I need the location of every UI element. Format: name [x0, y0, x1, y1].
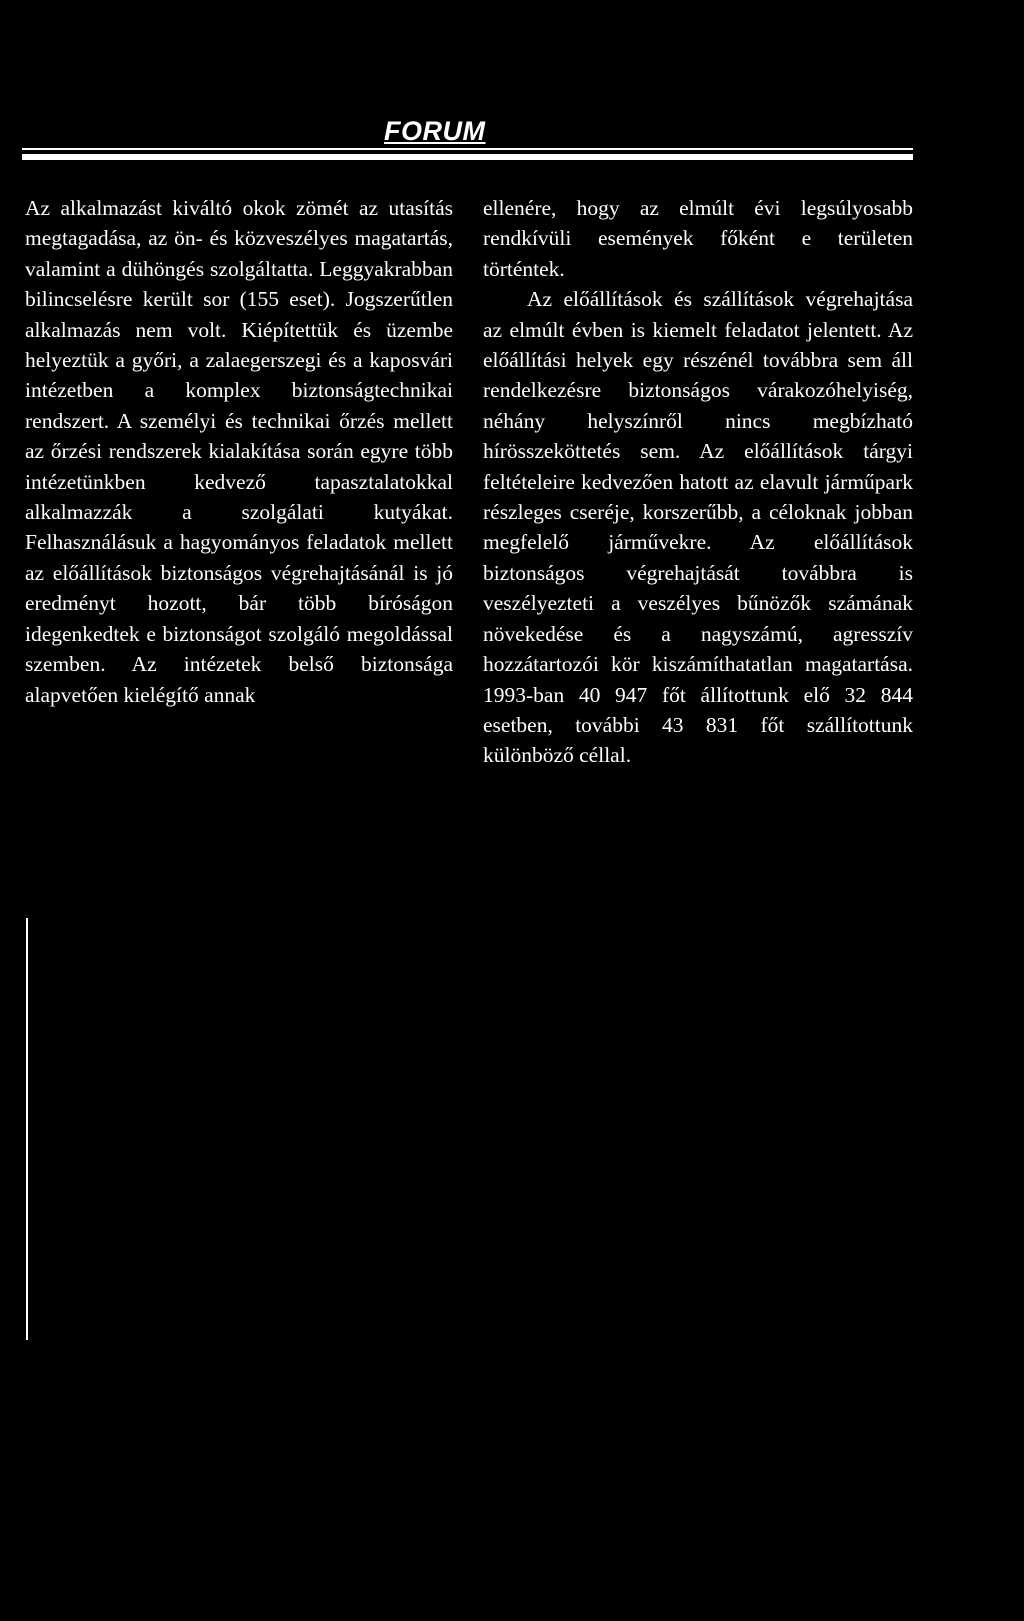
left-column-text: Az alkalmazást kiváltó okok zömét az utasítás megtagadása, az ön- és közveszélyes magatartás, valamint a dühöngés szolgáltatta. Leggyakrabban bilincselésre került sor (155 eset). Jogszerűtlen alkalmazás nem volt. Kiépítettük és üzembe helyeztük a győri, a zalaegerszegi és a kaposvári intézetben a komplex biztonságtechnikai rendszert. A személyi és technikai őrzés mellett az őrzési rendszerek kialakítása során egyre több intézetünkben kedvező tapasztalatokkal alkalmazzák a szolgálati kutyákat. Felhasználásuk a hagyományos feladatok mellett az előállítások biztonságos végrehajtásánál is jó eredményt hozott, bár több bíróságon idegenkedtek e biztonságot szolgáló megoldással szemben. Az intézetek belső biztonsága alapvetően kielégítő annak [25, 196, 453, 707]
left-column [25, 193, 453, 710]
margin-line [26, 918, 28, 1340]
right-column-paragraph-1: ellenére, hogy az elmúlt évi legsúlyosabb rendkívüli események főként e területen történtek. [483, 196, 913, 281]
header-title: FORUM [384, 116, 486, 146]
right-column-paragraph-2: Az előállítások és szállítások végrehajtása az elmúlt évben is kiemelt feladatot jelentett. Az előállítási helyek egy részénél továbbra sem áll rendelkezésre biztonságos várakozóhelyiség, néhány helyszínről nincs megbízható hírösszeköttetés sem. Az előállítások tárgyi feltételeire kedvezően hatott az elavult járműpark részleges cseréje, korszerűbb, a céloknak jobban megfelelő járművekre. Az előállítások biztonságos végrehajtását továbbra is veszélyezteti a veszélyes bűnözők számának növekedése és a nagyszámú, agresszív hozzátartozói kör kiszámíthatatlan magatartása. 1993-ban 40 947 főt állítottunk elő 32 844 esetben, további 43 831 főt szállítottunk különböző céllal. [483, 287, 913, 768]
header-rule-thick [22, 154, 913, 160]
right-column [483, 193, 913, 771]
header-rule-thin [22, 148, 913, 150]
